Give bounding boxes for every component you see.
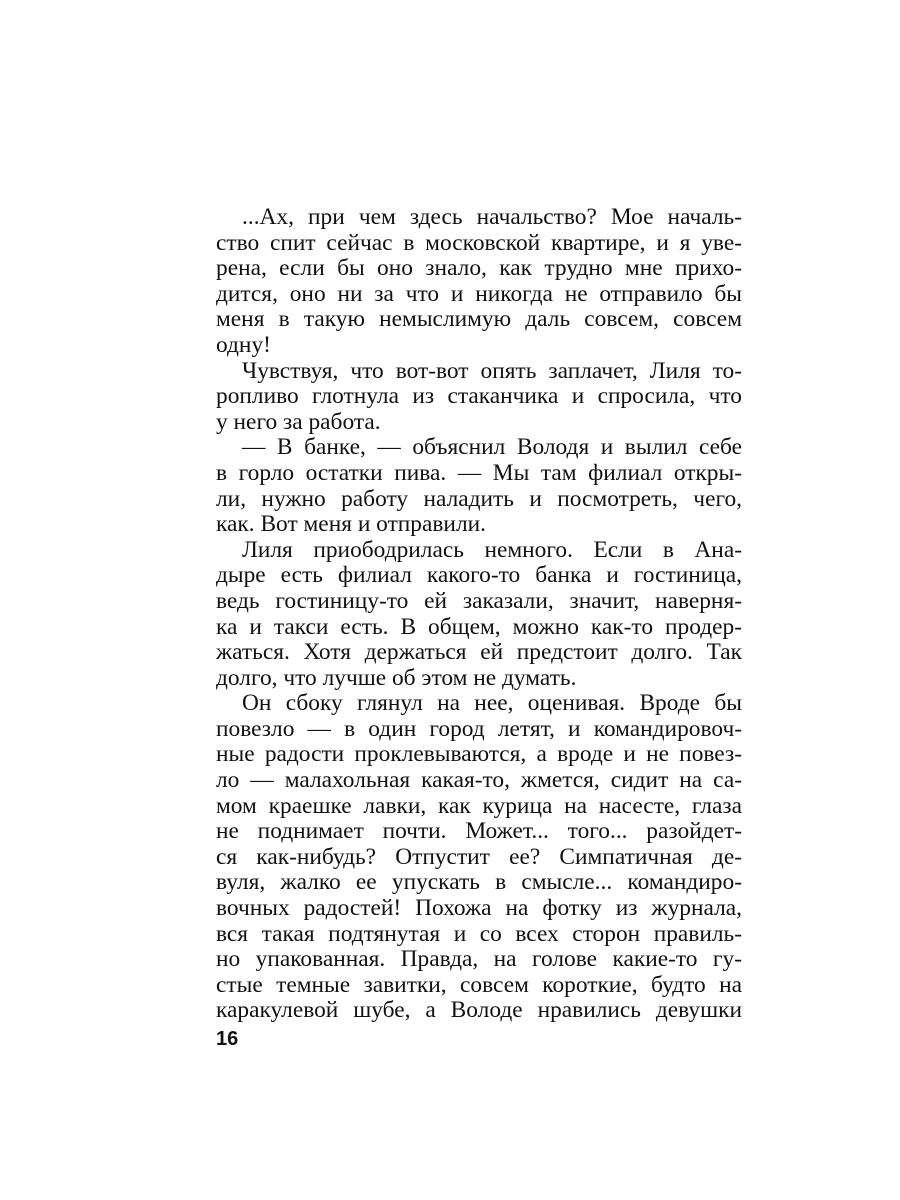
paragraph-5 bbox=[216, 691, 742, 1024]
text-line: стые темные завитки, совсем короткие, будто на bbox=[216, 971, 742, 998]
text-line: ные радости проклевываются, а вроде и не повез- bbox=[216, 741, 742, 768]
text-line: ...Ах, при чем здесь начальство? Мое началь- bbox=[242, 204, 742, 230]
text-line: ропливо глотнула из стаканчика и спросила, что bbox=[216, 383, 742, 410]
text-line: но упакованная. Правда, на голове какие-то гу- bbox=[216, 946, 742, 973]
text-line: ка и такси есть. В общем, можно как-то продер- bbox=[216, 613, 742, 640]
text-line: вуля, жалко ее упускать в смысле... командиро- bbox=[216, 869, 742, 896]
text-line: в горло остатки пива. — Мы там филиал откры- bbox=[216, 459, 742, 486]
text-line: Лиля приободрилась немного. Если в Ана- bbox=[242, 536, 742, 563]
text-line: одну! bbox=[216, 331, 271, 358]
paragraph-4 bbox=[216, 538, 742, 692]
text-line: у него за работа. bbox=[216, 408, 381, 435]
text-line: ся как-нибудь? Отпустит ее? Симпатичная де- bbox=[216, 843, 742, 870]
text-line: ло — малахольная какая-то, жмется, сидит на са- bbox=[216, 767, 742, 794]
text-line: дится, оно ни за что и никогда не отправило бы bbox=[216, 280, 742, 307]
text-line: мом краешке лавки, как курица на насесте, глаза bbox=[216, 792, 742, 819]
text-line: Чувствуя, что вот-вот опять заплачет, Лиля то- bbox=[242, 357, 742, 384]
text-line: — В банке, — объяснил Володя и вылил себе bbox=[242, 434, 742, 461]
text-line: как. Вот меня и отправили. bbox=[216, 511, 486, 538]
text-line: рена, если бы оно знало, как трудно мне прихо- bbox=[216, 255, 742, 282]
text-line: повезло — в один город летят, и командировоч- bbox=[216, 715, 742, 742]
text-line: каракулевой шубе, а Володе нравились девушки bbox=[216, 997, 742, 1024]
text-line: долго, что лучше об этом не думать. bbox=[216, 664, 577, 691]
paragraph-1 bbox=[216, 205, 742, 359]
text-line: ство спит сейчас в московской квартире, и я уве- bbox=[216, 229, 742, 256]
text-line: ведь гостиницу-то ей заказали, значит, наверня- bbox=[216, 587, 742, 614]
text-line: не поднимает почти. Может... того... разойдет- bbox=[216, 818, 742, 845]
paragraph-3 bbox=[216, 435, 742, 537]
text-line: жаться. Хотя держаться ей предстоит долго. Так bbox=[216, 639, 742, 666]
text-line: дыре есть филиал какого-то банка и гостиница, bbox=[216, 562, 742, 589]
body-text bbox=[216, 205, 742, 1024]
paragraph-2 bbox=[216, 359, 742, 436]
text-line: меня в такую немыслимую даль совсем, совсем bbox=[216, 306, 742, 333]
page-number: 16 bbox=[216, 1028, 239, 1050]
text-line: Он сбоку глянул на нее, оценивая. Вроде бы bbox=[242, 690, 742, 717]
text-line: ли, нужно работу наладить и посмотреть, чего, bbox=[216, 485, 742, 512]
text-line: вся такая подтянутая и со всех сторон правиль- bbox=[216, 920, 742, 947]
text-line: вочных радостей! Похожа на фотку из журнала, bbox=[216, 895, 742, 922]
